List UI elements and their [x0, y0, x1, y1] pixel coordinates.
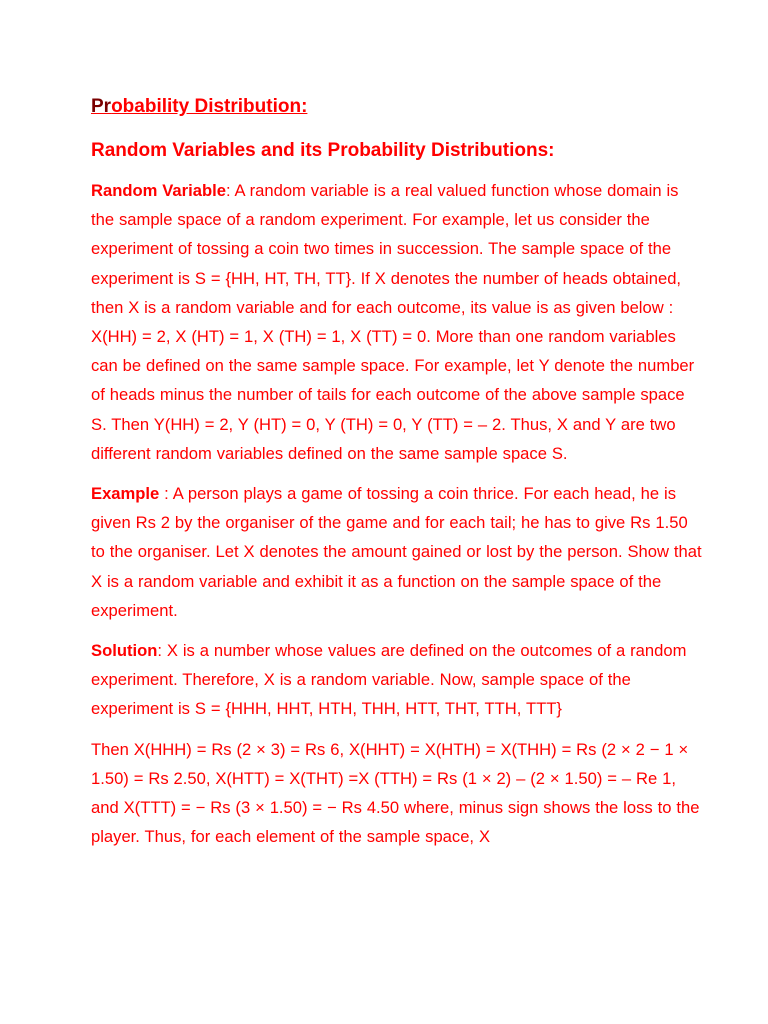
- paragraph-random-variable: [91, 176, 703, 468]
- paragraph-body: : X is a number whose values are defined on the outcomes of a random experiment. Therefore, X is a random variable. Now, sample space of the experiment is S = {HHH, HHT, HTH, THH, HTT, THT, TTH, TTT}: [91, 641, 687, 719]
- paragraph-lead: Solution: [91, 641, 158, 661]
- paragraph-body: : A random variable is a real valued function whose domain is the sample space of a random experiment. For example, let us consider the experiment of tossing a coin two times in succession. The sample space of the experiment is S = {HH, HT, TH, TT}. If X denotes the number of heads obtained, then X is a random variable and for each outcome, its value is as given below : X(HH) = 2, X (HT) = 1, X (TH) = 1, X (TT) = 0. More than one random variables can be defined on the same sample space. For example, let Y denote the number of heads minus the number of tails for each outcome of the above sample space S. Then Y(HH) = 2, Y (HT) = 0, Y (TH) = 0, Y (TT) = – 2. Thus, X and Y are two different random variables defined on the same sample space S.: [91, 181, 695, 463]
- section-heading: Random Variables and its Probability Distributions:: [91, 140, 555, 161]
- paragraph-example: [91, 479, 703, 625]
- page-title-prefix: Pr: [91, 96, 112, 117]
- page-title: [91, 92, 703, 122]
- paragraph-solution-continued: [91, 735, 703, 852]
- document-page: [91, 92, 703, 862]
- paragraph-lead: Example: [91, 484, 160, 504]
- paragraph-body: Then X(HHH) = Rs (2 × 3) = Rs 6, X(HHT) = X(HTH) = X(THH) = Rs (2 × 2 − 1 × 1.50) = Rs 2.50, X(HTT) = X(THT) =X (TTH) = Rs (1 × 2) – (2 × 1.50) = – Re 1, and X(TTT) = − Rs (3 × 1.50) = − Rs 4.50 where, minus sign shows the loss to the player. Thus, for each element of the sample space, X: [91, 739, 700, 847]
- paragraph-lead: Random Variable: [91, 181, 226, 200]
- paragraph-body: : A person plays a game of tossing a coin thrice. For each head, he is given Rs 2 by the organiser of the game and for each tail; he has to give Rs 1.50 to the organiser. Let X denotes the amount gained or lost by the person. Show that X is a random variable and exhibit it as a function on the sample space of the experiment.: [91, 484, 702, 620]
- paragraph-solution: [91, 636, 703, 724]
- page-title-rest: obability Distribution:: [111, 96, 308, 117]
